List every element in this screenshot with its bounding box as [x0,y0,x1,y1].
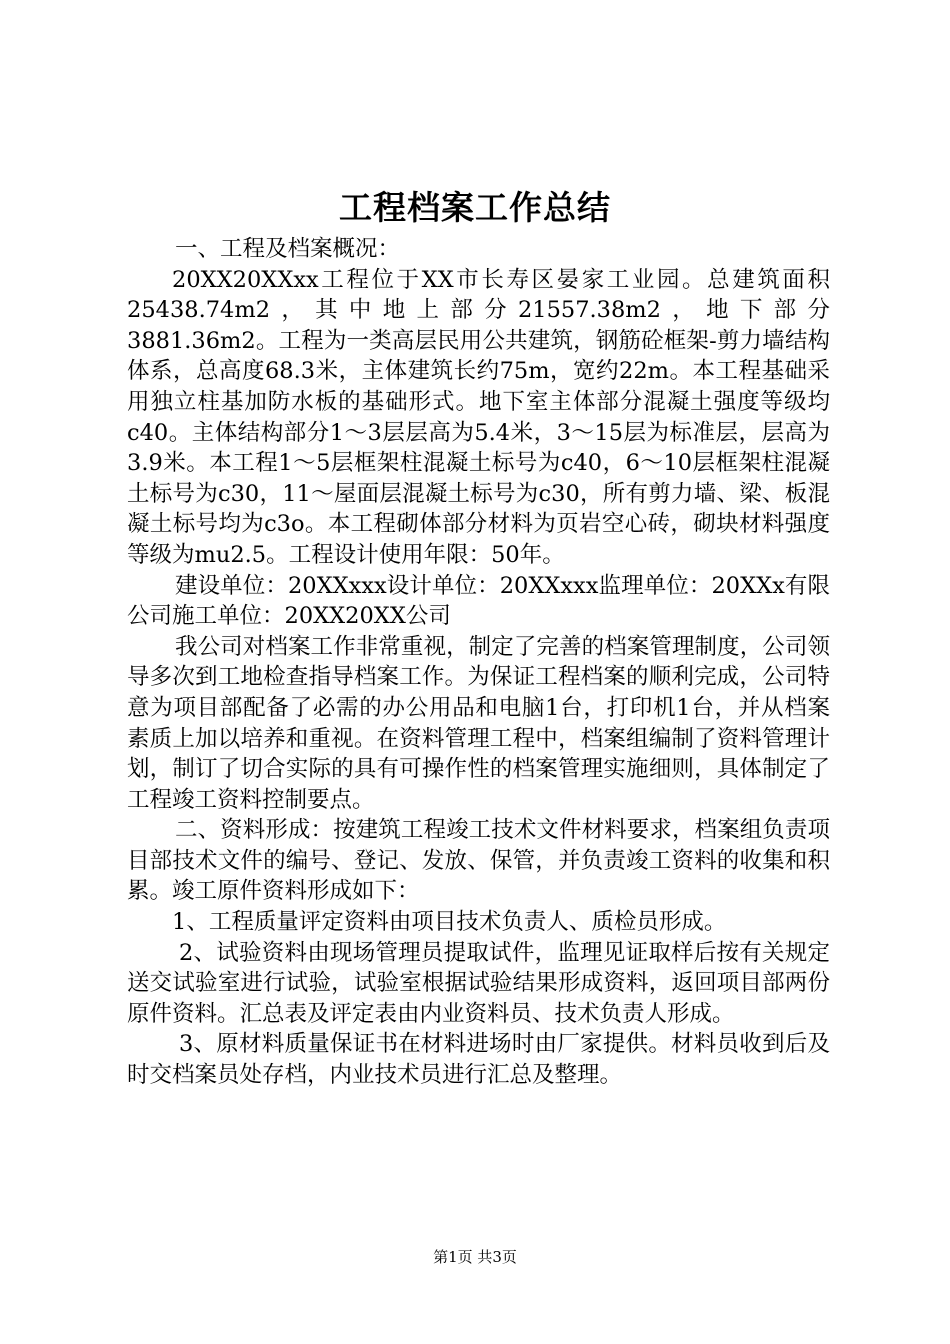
document-body [127,234,830,1091]
paragraph-archive-management: 我公司对档案工作非常重视，制定了完善的档案管理制度，公司领导多次到工地检查指导档案工作。为保证工程档案的顺利完成，公司特意为项目部配备了必需的办公用品和电脑1台，打印机1台，并从档案素质上加以培养和重视。在资料管理工程中，档案组编制了资料管理计划，制订了切合实际的具有可操作性的档案管理实施细则，具体制定了工程竣工资料控制要点。 [127,633,830,813]
section-heading-overview: 一、工程及档案概况： [175,236,401,262]
list-item-3: 3、原材料质量保证书在材料进场时由厂家提供。材料员收到后及时交档案员处存档，内业技术员进行汇总及整理。 [127,1031,830,1089]
section-heading-data-formation: 二、资料形成：按建筑工程竣工技术文件材料要求，档案组负责项目部技术文件的编号、登记、发放、保管，并负责竣工资料的收集和积累。竣工原件资料形成如下： [127,817,830,905]
list-item-2: 2、试验资料由现场管理员提取试件，监理见证取样后按有关规定送交试验室进行试验，试验室根据试验结果形成资料，返回项目部两份原件资料。汇总表及评定表由内业资料员、技术负责人形成。 [127,939,830,1027]
page-number: 第1页 共3页 [433,1248,517,1266]
document-title: 工程档案工作总结 [339,188,611,227]
list-item-1: 1、工程质量评定资料由项目技术负责人、质检员形成。 [172,909,727,936]
paragraph-project-overview: 20XX20XXxx工程位于XX市长寿区晏家工业园。总建筑面积25438.74m2，其中地上部分21557.38m2，地下部分3881.36m2。工程为一类高层民用公共建筑，钢筋砼框架-剪力墙结构体系，总高度68.3米，主体建筑长约75m，宽约22m。本工程基础采用独立柱基加防水板的基础形式。地下室主体部分混凝土强度等级均c40。主体结构部分1～3层层高为5.4米，3～15层为标准层，层高为3.9米。本工程1～5层框架柱混凝土标号为c40，6～10层框架柱混凝土标号为c30，11～屋面层混凝土标号为c30，所有剪力墙、梁、板混凝土标号均为c3o。本工程砌体部分材料为页岩空心砖，砌块材料强度等级为mu2.5。工程设计使用年限：50年。 [127,266,830,568]
paragraph-units: 建设单位：20XXxxx设计单位：20XXxxx监理单位：20XXx有限公司施工单位：20XX20XX公司 [127,572,830,630]
